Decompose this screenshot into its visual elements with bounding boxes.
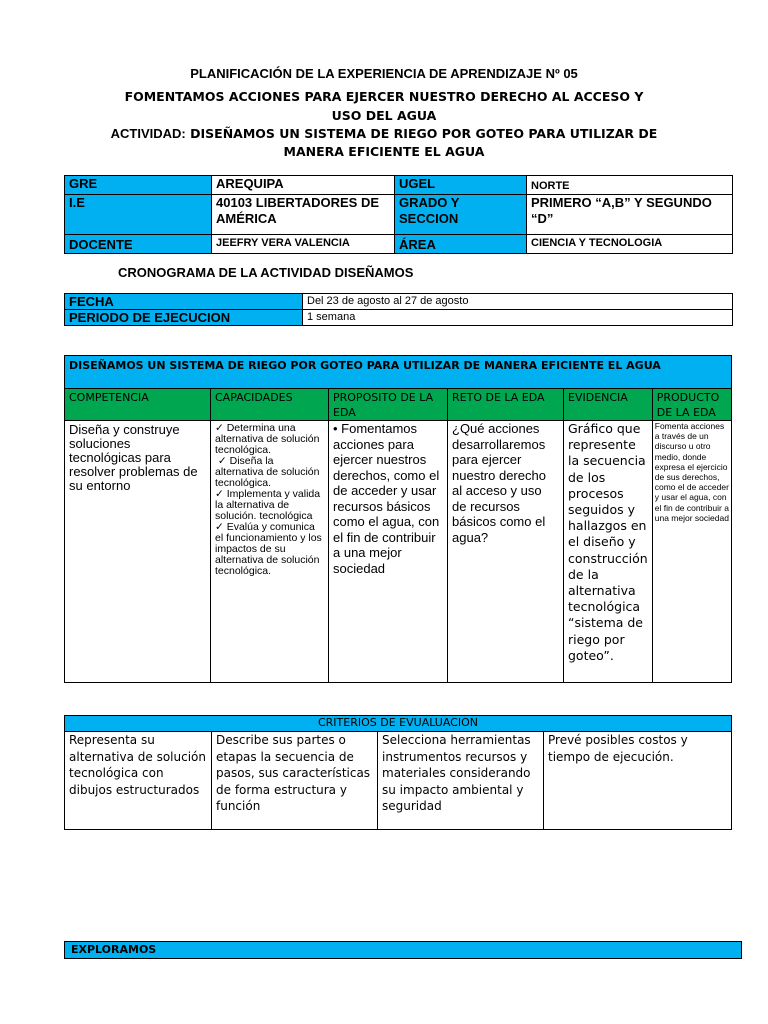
header-capacidades: CAPACIDADES [211,389,329,421]
cronograma-table [64,293,733,326]
activity-text: DISEÑAMOS UN SISTEMA DE RIEGO POR GOTEO PARA UTILIZAR DE MANERA EFICIENTE EL AGUA [190,126,658,159]
area-label: ÁREA [395,235,527,254]
header-producto: PRODUCTO DE LA EDA [652,389,731,421]
capacidad-item: ✓ Evalúa y comunica el funcionamiento y los impactos de su alternativa de solución tecnológica. [215,521,322,577]
planning-table [64,355,732,683]
evidencia-cell: Gráfico que represente la secuencia de los procesos seguidos y hallazgos en el diseño y construcción de la alternativa tecnológica “sistema de riego por goteo”. [564,421,653,683]
fecha-value: Del 23 de agosto al 27 de agosto [303,294,733,310]
header-proposito: PROPOSITO DE LA EDA [329,389,448,421]
grado-value: PRIMERO “A,B” Y SEGUNDO “D” [527,195,733,235]
docente-label: DOCENTE [65,235,212,254]
capacidad-item: ✓ Determina una alternativa de solución tecnológica. [215,422,320,456]
planning-title: DISEÑAMOS UN SISTEMA DE RIEGO POR GOTEO PARA UTILIZAR DE MANERA EFICIENTE EL AGUA [65,356,732,389]
header-evidencia: EVIDENCIA [564,389,653,421]
activity-label: ACTIVIDAD: [110,126,186,141]
capacidades-cell [211,421,329,683]
fecha-label: FECHA [65,294,303,310]
capacidad-item: ✓ Implementa y valida la alternativa de solución. tecnológica [215,488,321,522]
header-competencia: COMPETENCIA [65,389,211,421]
document-subtitle: FOMENTAMOS ACCIONES PARA EJERCER NUESTRO DERECHO AL ACCESO Y USO DEL AGUA [124,89,644,123]
reto-cell: ¿Qué acciones desarrollaremos para ejercer nuestro derecho al acceso y uso de recursos básicos como el agua? [448,421,564,683]
ie-label: I.E [65,195,212,235]
capacidad-item: ✓ Diseña la alternativa de solución tecnológica. [215,455,323,489]
criterios-title: CRITERIOS DE EVUALUACION [65,716,732,732]
header-reto: RETO DE LA EDA [448,389,564,421]
criterio-item: Describe sus partes o etapas la secuencia de pasos, sus características de forma estructura y función [212,732,378,830]
exploramos-header: EXPLORAMOS [64,941,742,959]
proposito-cell: • Fomentamos acciones para ejercer nuestros derechos, como el de acceder y usar recursos básicos como el agua, con el fin de contribuir a una mejor sociedad [329,421,448,683]
periodo-value: 1 semana [303,310,733,326]
criterios-table [64,715,732,830]
document-title: PLANIFICACIÓN DE LA EXPERIENCIA DE APRENDIZAJE Nº 05 [190,66,578,81]
periodo-label: PERIODO DE EJECUCION [65,310,303,326]
gre-value: AREQUIPA [212,176,395,195]
producto-cell: Fomenta acciones a través de un discurso u otro medio, donde expresa el ejercicio de sus derechos, como el de acceder y usar el agua, con el fin de contribuir a una mejor sociedad [652,421,731,683]
competencia-cell: Diseña y construye soluciones tecnológicas para resolver problemas de su entorno [65,421,211,683]
activity-line [100,125,668,161]
ugel-label: UGEL [395,176,527,195]
criterio-item: Prevé posibles costos y tiempo de ejecución. [544,732,732,830]
criterio-item: Selecciona herramientas instrumentos recursos y materiales considerando su impacto ambiental y seguridad [378,732,544,830]
ugel-value: NORTE [527,176,733,195]
grado-label: GRADO Y SECCION [395,195,527,235]
area-value: CIENCIA Y TECNOLOGIA [527,235,733,254]
cronograma-title: CRONOGRAMA DE LA ACTIVIDAD DISEÑAMOS [118,265,414,280]
criterio-item: Representa su alternativa de solución tecnológica con dibujos estructurados [65,732,212,830]
info-table [64,175,733,254]
ie-value: 40103 LIBERTADORES DE AMÉRICA [212,195,395,235]
docente-value: JEEFRY VERA VALENCIA [212,235,395,254]
gre-label: GRE [65,176,212,195]
